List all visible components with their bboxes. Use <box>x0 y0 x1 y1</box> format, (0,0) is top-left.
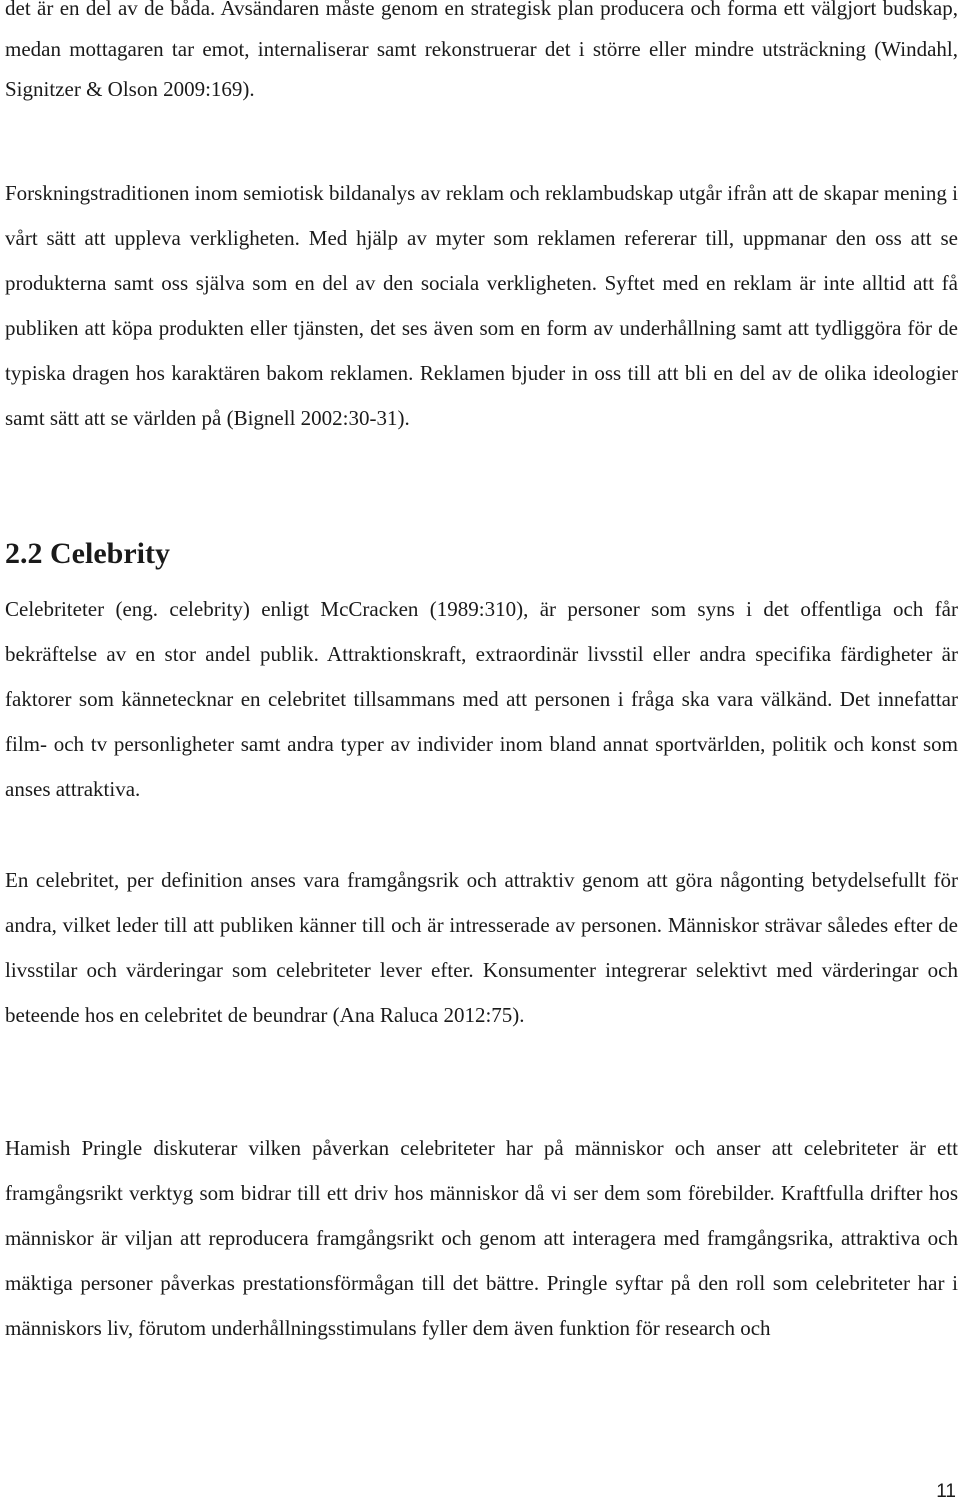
page-number: 11 <box>936 1481 956 1502</box>
paragraph-pringle: Hamish Pringle diskuterar vilken påverkan celebriteter har på människor och anser att celebriteter är ett framgångsrikt verktyg som bidrar till ett driv hos människor då vi ser dem som förebilder. Kraftfulla drifter hos människor är viljan att reproducera framgångsrikt och genom att interagera med framgångsrika, attraktiva och mäktiga personer påverkas prestationsförmågan till det bättre. Pringle syftar på den roll som celebriteter har i människors liv, förutom underhållningsstimulans fyller dem även funktion för research och <box>5 1136 958 1340</box>
paragraph-celebrity-success: En celebritet, per definition anses vara framgångsrik och attraktiv genom att göra någonting betydelsefullt för andra, vilket leder till att publiken känner till och är intresserade av personen. Människor strävar således efter de livsstilar och värderingar som celebriteter lever efter. Konsumenter integrerar selektivt med värderingar och beteende hos en celebritet de beundrar (Ana Raluca 2012:75). <box>5 868 958 1027</box>
paragraph-celebrity-definition: Celebriteter (eng. celebrity) enligt McCracken (1989:310), är personer som syns i det offentliga och får bekräftelse av en stor andel publik. Attraktionskraft, extraordinär livsstil eller andra specifika färdigheter är faktorer som kännetecknar en celebritet tillsammans med att personen i fråga ska vara välkänd. Det innefattar film- och tv personligheter samt andra typer av individer inom bland annat sportvärlden, politik och konst som anses attraktiva. <box>5 597 958 801</box>
section-heading: 2.2 Celebrity <box>5 537 170 570</box>
paragraph-semiotic-tradition: Forskningstraditionen inom semiotisk bildanalys av reklam och reklambudskap utgår ifrån att de skapar mening i vårt sätt att uppleva verkligheten. Med hjälp av myter som reklamen refererar till, uppmanar den oss att se produkterna samt oss själva som en del av den sociala verkligheten. Syftet med en reklam är inte alltid att få publiken att köpa produkten eller tjänsten, det ses även som en form av underhållning samt att tydliggöra för de typiska dragen hos karaktären bakom reklamen. Reklamen bjuder in oss till att bli en del av de olika ideologier samt sätt att se världen på (Bignell 2002:30-31). <box>5 181 958 430</box>
paragraph-intro-continuation: det är en del av de båda. Avsändaren måste genom en strategisk plan producera och forma ett välgjort budskap, medan mottagaren tar emot, internaliserar samt rekonstruerar det i större eller mindre utsträckning (Windahl, Signitzer & Olson 2009:169). <box>5 0 958 101</box>
